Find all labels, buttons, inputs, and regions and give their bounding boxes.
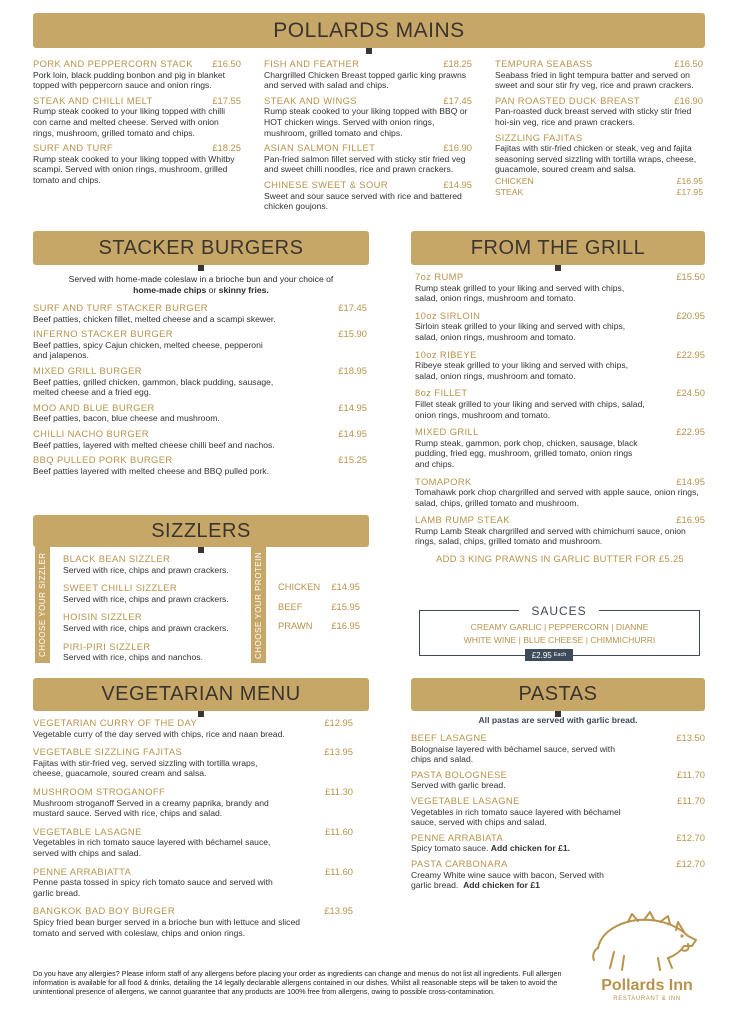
item-name: STEAK AND WINGS (264, 94, 357, 106)
logo (582, 908, 712, 1008)
menu-item (415, 477, 705, 509)
intro-chips: home-made chips (133, 284, 207, 295)
item-name: PIRI-PIRI SIZZLER (63, 640, 151, 652)
menu-item (33, 867, 353, 899)
item-price: £16.90 (443, 142, 472, 154)
item-desc: Spicy fried bean burger served in a brioche bun with lettuce and sliced tomato and served with coleslaw, chips and onion rings. (33, 916, 301, 938)
item-desc-text: Creamy White wine sauce with bacon, Served with garlic bread. (411, 869, 604, 891)
item-desc: Beef patties layered with melted cheese and BBQ pulled pork. (33, 465, 269, 476)
item-name: FISH AND FEATHER (264, 58, 360, 69)
item-name: 8oz FILLET (415, 387, 468, 399)
item-name: SURF AND TURF (33, 142, 114, 154)
item-name: VEGETARIAN CURRY OF THE DAY (33, 717, 198, 728)
item-desc-text: Spicy tomato sauce. (411, 843, 489, 854)
item-name: MIXED GRILL (415, 426, 479, 438)
menu-item (411, 770, 705, 791)
item-price: £12.70 (676, 831, 705, 843)
sauces-price-suffix: Each (553, 652, 567, 658)
item-name: MOO AND BLUE BURGER (33, 401, 155, 413)
item-desc: Vegetable curry of the day served with chips, rice and naan bread. (33, 728, 285, 739)
menu-item (415, 311, 705, 343)
option-price: £17.95 (676, 186, 703, 197)
item-price: £11.30 (325, 785, 353, 797)
item-desc: Penne pasta tossed in spicy rich tomato sauce and served with garlic bread. (33, 877, 273, 898)
menu-item (33, 303, 367, 324)
menu-item (415, 350, 705, 382)
item-name: PENNE ARRABIATTA (33, 865, 132, 877)
intro-or: or (206, 284, 219, 295)
grill-list (415, 272, 705, 565)
item-name: PAN ROASTED DUCK BREAST (495, 94, 640, 106)
sauces-price: £2.95 (531, 650, 552, 660)
menu-item (264, 180, 472, 212)
item-price: £17.45 (443, 94, 472, 106)
protein-price: £16.95 (331, 620, 360, 632)
option-label: CHICKEN (495, 175, 534, 186)
sauces-line-2: WHITE WINE | BLUE CHEESE | CHIMMICHURRI (463, 635, 656, 645)
item-desc: Pan-fried salmon fillet served with sticky stir fried veg and sweet chilli noodles, rice and prawn crackers. (264, 153, 466, 175)
item-name: VEGETABLE LASAGNE (33, 825, 142, 837)
item-desc: Chargrilled Chicken Breast topped garlic king prawns and served with salad and chips. (264, 69, 467, 91)
item-name: PASTA BOLOGNESE (411, 768, 508, 780)
protein-label: BEEF (278, 600, 303, 612)
item-price: £22.95 (676, 348, 705, 360)
item-extra: Add chicken for £1. (490, 843, 571, 854)
fajita-option (495, 187, 703, 198)
choose-sizzler-label: CHOOSE YOUR SIZZLER (38, 552, 47, 658)
item-name: PASTA CARBONARA (411, 857, 508, 869)
item-price: £14.95 (676, 475, 705, 487)
item-desc: Rump steak cooked to your liking topped with Whitby scampi. Served with onion rings, mushroom, grilled tomato and chips. (33, 153, 235, 185)
item-price: £12.95 (324, 717, 353, 728)
burgers-intro-line-2 (33, 285, 369, 296)
boar-icon (588, 908, 700, 974)
item-desc: Rump steak grilled to your liking and served with chips, salad, onion rings, mushroom and tomato. (415, 282, 625, 304)
item-name: TEMPURA SEABASS (495, 58, 593, 69)
logo-subtitle: RESTAURANT & INN (613, 996, 681, 1002)
item-price: £16.50 (674, 58, 703, 69)
item-name: SURF AND TURF STACKER BURGER (33, 302, 208, 313)
item-price: £11.60 (325, 825, 353, 837)
item-name: 7oz RUMP (415, 271, 464, 282)
menu-item (415, 272, 705, 304)
choose-sizzler-tab (35, 547, 50, 663)
item-name: 10oz RIBEYE (415, 348, 477, 360)
menu-item (33, 96, 241, 138)
item-desc: Vegetables in rich tomato sauce layered with béchamel sauce, served with chips and salad. (33, 837, 271, 858)
item-name: BANGKOK BAD BOY BURGER (33, 905, 175, 917)
menu-item (63, 554, 253, 575)
sizzlers-banner (33, 515, 369, 547)
item-price: £11.70 (677, 794, 705, 806)
mains-banner (33, 13, 705, 48)
item-price: £14.95 (338, 427, 367, 439)
menu-item (411, 733, 705, 765)
item-name: HOISIN SIZZLER (63, 611, 143, 623)
pastas-intro: All pastas are served with garlic bread. (478, 715, 638, 725)
item-price: £20.95 (676, 309, 705, 321)
item-price: £24.50 (676, 387, 705, 399)
item-price: £18.25 (212, 142, 241, 154)
item-desc: Fajitas with stir-fried veg, served sizzling with tortilla wraps, cheese, guacamole, soured cream and salsa. (33, 757, 258, 779)
item-name: BEEF LASAGNE (411, 732, 488, 743)
item-price: £18.25 (443, 58, 472, 69)
item-name: CHILLI NACHO BURGER (33, 427, 149, 439)
item-desc: Bolognaise layered with béchamel sauce, served with chips and salad. (411, 743, 615, 765)
item-desc (411, 843, 705, 854)
vegetarian-banner (33, 678, 369, 711)
protein-option (278, 621, 360, 632)
item-price: £15.50 (676, 271, 705, 282)
item-desc: Sweet and sour sauce served with rice and battered chicken goujons. (264, 190, 462, 212)
item-desc: Pan-roasted duck breast served with sticky stir fried hoi-sin veg, rice and prawn crackers. (495, 106, 692, 127)
item-price: £16.90 (674, 94, 703, 106)
item-desc: Beef patties, chicken fillet, melted cheese and a scampi skewer. (33, 313, 276, 324)
menu-item (264, 59, 472, 91)
item-price: £14.95 (338, 401, 367, 413)
menu-item (264, 143, 472, 175)
item-desc: Seabass fried in light tempura batter and served on sweet and sour stir fry veg, rice and prawn crackers. (495, 69, 694, 91)
item-name: 10oz SIRLOIN (415, 309, 481, 321)
item-desc: Tomahawk pork chop chargrilled and served with apple sauce, onion rings, salad, chips, grilled tomato and mushroom. (415, 487, 699, 508)
menu-item (33, 787, 353, 819)
menu-item (495, 133, 703, 175)
item-name: STEAK AND CHILLI MELT (33, 94, 153, 106)
item-price: £17.55 (212, 94, 241, 106)
item-price: £13.95 (324, 905, 353, 917)
allergy-notice: Do you have any allergies? Please inform staff of any allergens before placing your order as ingredients can change and menus do not list all ingredients. Full allergen information is available for all food & drinks, detailing the 14 legally declarable allergens contained in our dishes. Whilst all reasonable steps will be taken to avoid the unintentional presence of allergens, we cannot guarantee that any products are 100% free from allergens, owing to possible cross-contamination. (33, 969, 562, 997)
item-desc: Pork loin, black pudding bonbon and pig in blanket topped with peppercorn sauce and onion rings. (33, 69, 226, 91)
item-extra: Add chicken for £1 (463, 880, 540, 891)
item-desc: Served with rice, chips and prawn crackers. (63, 622, 229, 633)
item-desc: Beef patties, bacon, blue cheese and mushroom. (33, 413, 220, 424)
sizzlers-title: SIZZLERS (151, 519, 251, 542)
item-desc: Served with rice, chips and prawn crackers. (63, 564, 229, 575)
item-price: £18.95 (338, 364, 367, 376)
item-desc: Fajitas with stir-fried chicken or steak, veg and fajita seasoning served sizzling with tortilla wraps, cheese, guacamole, soured cream and salsa. (495, 143, 697, 175)
menu-item (33, 906, 353, 938)
item-desc: Rump steak cooked to your liking topped with BBQ or HOT chicken wings. Served with onion rings, mushroom, grilled tomato and chips. (264, 106, 468, 138)
burgers-title: STACKER BURGERS (98, 236, 304, 259)
menu-item (33, 718, 353, 739)
menu-item (495, 96, 703, 128)
item-desc: Mushroom stroganoff Served in a creamy paprika, brandy and mustard sauce. Served with rice, chips and salad. (33, 797, 269, 819)
menu-item (33, 59, 241, 91)
menu-item (495, 59, 703, 91)
menu-item (33, 366, 367, 398)
item-price: £16.50 (212, 58, 241, 69)
item-desc: Fillet steak grilled to your liking and served with chips, salad, onion rings, mushroom and tomato. (415, 398, 645, 420)
protein-label: CHICKEN (278, 581, 321, 592)
menu-item (411, 796, 705, 828)
sauces-title: SAUCES (519, 604, 599, 618)
item-name: ASIAN SALMON FILLET (264, 142, 376, 154)
menu-item (415, 388, 705, 420)
menu-item (33, 143, 241, 185)
item-desc: Rump steak, gammon, pork chop, chicken, sausage, black pudding, fried egg, mushroom, grilled tomato, onion rings and chips. (415, 437, 638, 469)
mains-column-3 (495, 59, 703, 197)
item-price: £13.50 (676, 732, 705, 743)
item-price: £16.95 (676, 514, 705, 526)
grill-banner (411, 231, 705, 265)
item-desc: Served with rice, chips and nanchos. (63, 652, 203, 663)
item-desc (411, 870, 611, 891)
item-name: BLACK BEAN SIZZLER (63, 553, 171, 564)
item-desc: Beef patties, grilled chicken, gammon, black pudding, sausage, melted cheese and a fried egg. (33, 376, 274, 398)
protein-list (278, 582, 360, 632)
item-price: £15.25 (338, 454, 367, 466)
pastas-title: PASTAS (518, 683, 598, 705)
protein-option (278, 582, 360, 593)
menu-item (63, 642, 253, 663)
item-name: VEGETABLE SIZZLING FAJITAS (33, 746, 183, 758)
menu-item (63, 612, 253, 633)
menu-item (33, 429, 367, 450)
item-name: INFERNO STACKER BURGER (33, 328, 173, 340)
item-name: CHINESE SWEET & SOUR (264, 178, 388, 190)
item-name: PORK AND PEPPERCORN STACK (33, 58, 193, 69)
option-label: STEAK (495, 186, 524, 197)
item-name: LAMB RUMP STEAK (415, 514, 510, 526)
burgers-intro-line-1: Served with home-made coleslaw in a brioche bun and your choice of (68, 274, 334, 284)
protein-price: £15.95 (331, 600, 360, 612)
item-name: PENNE ARRABIATA (411, 831, 504, 843)
item-price: £15.90 (338, 328, 367, 340)
fajita-option (495, 176, 703, 187)
item-name: SIZZLING FAJITAS (495, 131, 583, 143)
item-price: £12.70 (676, 857, 705, 869)
burgers-banner (33, 231, 369, 265)
menu-item (33, 329, 367, 361)
item-desc: Vegetables in rich tomato sauce layered with béchamel sauce, served with chips and salad. (411, 806, 621, 828)
grill-addon: ADD 3 KING PRAWNS IN GARLIC BUTTER FOR £5.25 (436, 553, 684, 565)
item-name: MUSHROOM STROGANOFF (33, 785, 166, 797)
burgers-intro (33, 274, 369, 295)
item-desc: Served with garlic bread. (411, 780, 506, 791)
menu-item (33, 827, 353, 859)
item-desc: Beef patties, spicy Cajun chicken, melted cheese, pepperoni and jalapenos. (33, 339, 263, 361)
logo-name: Pollards Inn (601, 977, 693, 994)
item-price: £14.95 (443, 178, 472, 190)
option-price: £16.95 (676, 175, 703, 186)
vegetarian-title: VEGETARIAN MENU (101, 683, 301, 705)
menu-item (411, 859, 705, 891)
vegetarian-list (33, 718, 353, 943)
item-desc: Sirloin steak grilled to your liking and served with chips, salad, onion rings, mushroom and tomato. (415, 321, 626, 342)
mains-column-2 (264, 59, 472, 217)
pastas-banner (411, 678, 705, 711)
item-desc: Ribeye steak grilled to your liking and served with chips, salad, onion rings, mushroom and tomato. (415, 360, 629, 381)
grill-title: FROM THE GRILL (470, 236, 646, 259)
menu-item (264, 96, 472, 138)
item-name: MIXED GRILL BURGER (33, 364, 142, 376)
choose-protein-tab (251, 547, 266, 663)
menu-item (411, 833, 705, 854)
item-price: £11.70 (677, 768, 705, 780)
item-price: £13.95 (324, 746, 353, 758)
item-price: £11.60 (325, 865, 353, 877)
protein-option (278, 602, 360, 613)
intro-fries: skinny fries. (218, 284, 269, 295)
menu-item (415, 515, 705, 547)
item-name: BBQ PULLED PORK BURGER (33, 454, 173, 466)
choose-protein-label: CHOOSE YOUR PROTEIN (254, 551, 263, 659)
item-desc: Served with rice, chips and prawn crackers. (63, 593, 229, 604)
item-price: £22.95 (676, 426, 705, 438)
item-name: SWEET CHILLI SIZZLER (63, 582, 178, 594)
item-desc: Rump steak cooked to your liking topped with chilli con carne and melted cheese. Served with onion rings, mushroom, grilled tomato and chips. (33, 106, 226, 138)
sizzler-list (63, 554, 253, 668)
mains-column-1 (33, 59, 241, 191)
pastas-list (411, 733, 705, 896)
menu-item (33, 403, 367, 424)
menu-item (33, 455, 367, 476)
burgers-list (33, 303, 367, 481)
sauces-line-1: CREAMY GARLIC | PEPPERCORN | DIANNE (470, 622, 649, 632)
menu-item (33, 747, 353, 779)
mains-title: POLLARDS MAINS (273, 18, 465, 42)
protein-price: £14.95 (331, 581, 360, 592)
item-desc: Rump Lamb Steak chargrilled and served with chimichurri sauce, onion rings, salad, chips, grilled tomato and mushroom. (415, 525, 686, 547)
item-name: TOMAPORK (415, 475, 472, 487)
item-desc: Beef patties, layered with melted cheese chilli beef and nachos. (33, 439, 275, 450)
menu-item (415, 427, 705, 469)
protein-label: PRAWN (278, 620, 313, 632)
sauces-price-badge (525, 649, 573, 661)
item-price: £17.45 (338, 302, 367, 313)
item-name: VEGETABLE LASAGNE (411, 794, 520, 806)
menu-item (63, 583, 253, 604)
